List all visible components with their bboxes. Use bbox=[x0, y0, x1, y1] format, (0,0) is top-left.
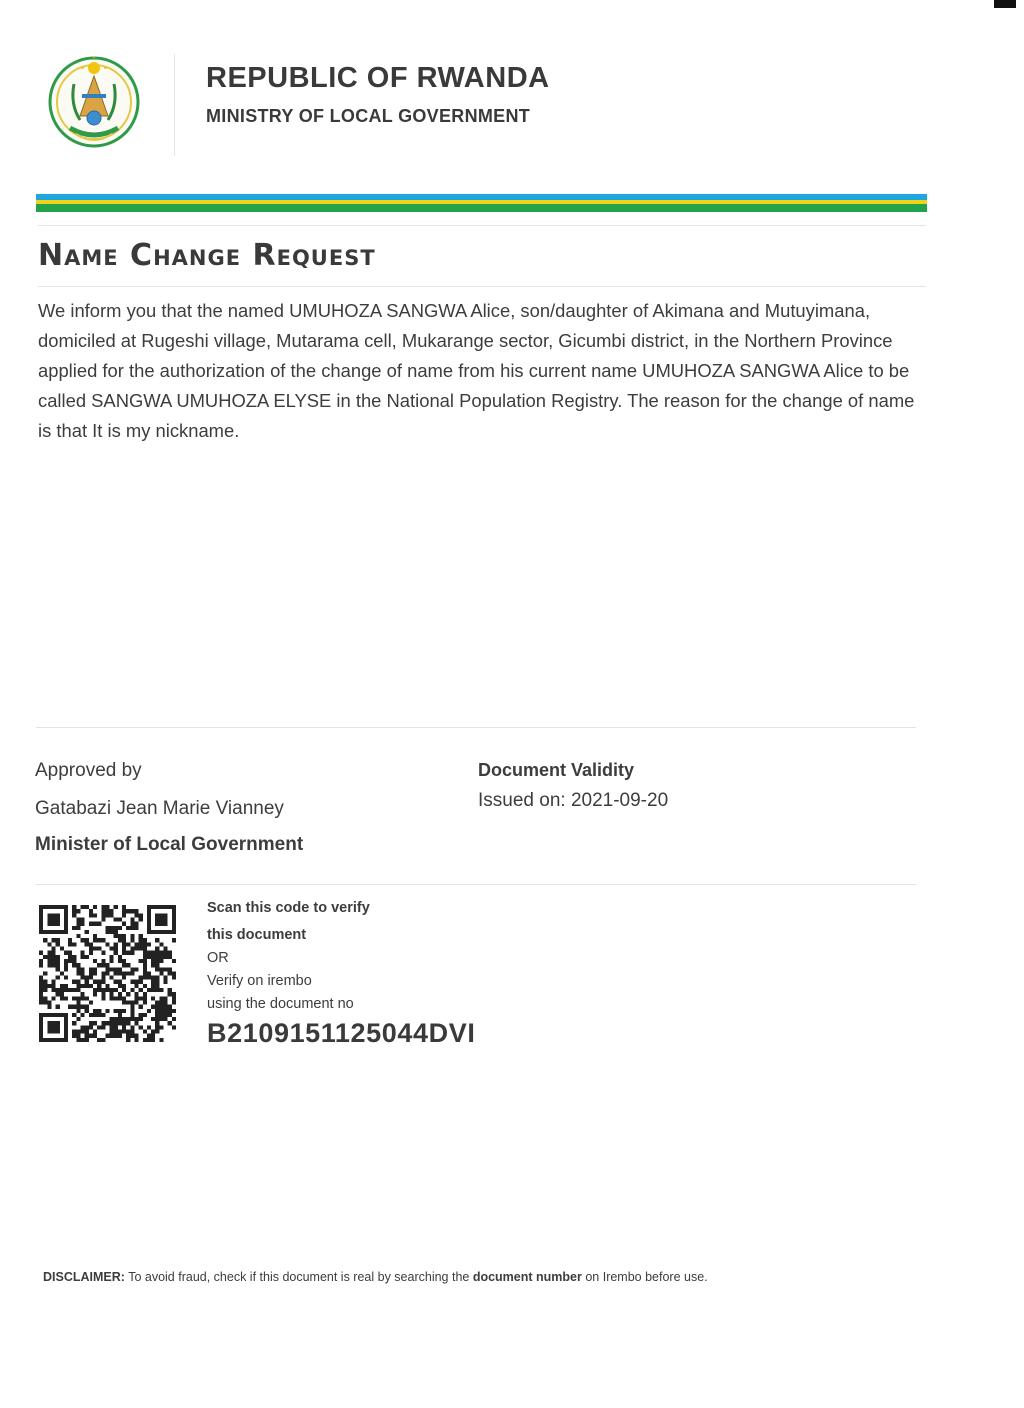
divider bbox=[36, 727, 916, 728]
document-validity-label: Document Validity bbox=[478, 760, 635, 780]
document-header bbox=[40, 50, 920, 160]
header-divider bbox=[174, 54, 175, 156]
verify-irembo-text: Verify on irembo bbox=[207, 973, 312, 989]
flag-color-band bbox=[36, 194, 927, 212]
qr-code-icon[interactable] bbox=[39, 905, 176, 1042]
disclaimer bbox=[43, 1270, 708, 1284]
scan-instruction-cont: this document bbox=[207, 927, 307, 943]
approver-title: Minister of Local Government bbox=[35, 834, 304, 855]
approver-name: Gatabazi Jean Marie Vianney bbox=[35, 798, 284, 819]
or-label: OR bbox=[207, 950, 229, 966]
scan-corner-mark bbox=[994, 0, 1016, 8]
document-number: B2109151125044DVI bbox=[207, 1018, 476, 1048]
divider bbox=[36, 884, 916, 885]
disclaimer-text-end: on Irembo before use. bbox=[581, 1270, 708, 1284]
divider bbox=[38, 286, 926, 287]
scan-instruction: Scan this code to verify bbox=[207, 900, 370, 916]
flag-band-green bbox=[36, 204, 927, 212]
ministry-title: MINISTRY OF LOCAL GOVERNMENT bbox=[206, 106, 531, 126]
document-body: We inform you that the named UMUHOZA SANGWA Alice, son/daughter of Akimana and Mutuyimana, domiciled at Rugeshi village, Mutarama cell, Mukarange sector, Gicumbi district, in the Northern Province applied for the authorization of the change of name from his current name UMUHOZA SANGWA Alice to be called SANGWA UMUHOZA ELYSE in the National Population Registry. The reason for the change of name is that It is my nickname. bbox=[38, 300, 915, 441]
approved-by-label: Approved by bbox=[35, 760, 142, 781]
issued-date: Issued on: 2021-09-20 bbox=[478, 790, 669, 811]
disclaimer-label: DISCLAIMER: bbox=[43, 1270, 125, 1284]
disclaimer-text: To avoid fraud, check if this document is real by searching the bbox=[124, 1270, 473, 1284]
document-no-label: using the document no bbox=[207, 996, 354, 1012]
republic-title: REPUBLIC OF RWANDA bbox=[206, 62, 550, 94]
rwanda-coat-of-arms-icon bbox=[46, 54, 142, 154]
divider bbox=[38, 225, 926, 226]
document-title: Name Change Request bbox=[38, 238, 376, 273]
disclaimer-bold: document number bbox=[472, 1270, 582, 1284]
